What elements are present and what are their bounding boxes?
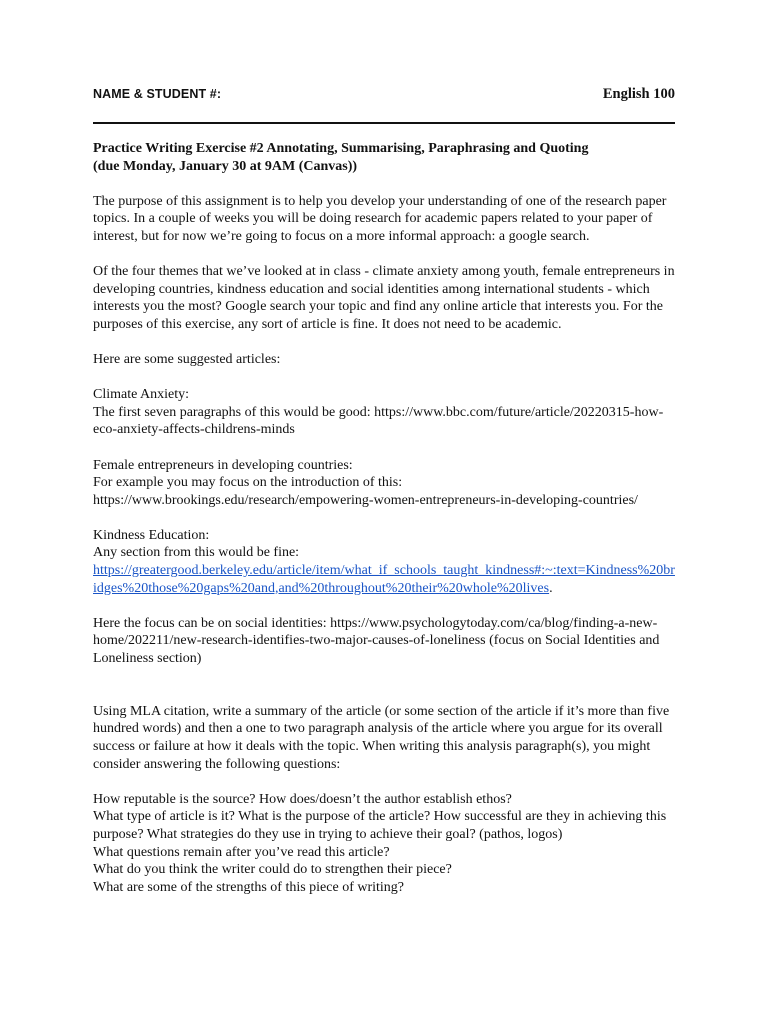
document-header (93, 86, 675, 106)
course-label: English 100 (602, 86, 675, 102)
article-text: For example you may focus on the introduction of this: (93, 475, 403, 491)
article-url: https://www.brookings.edu/research/empowering-women-entrepreneurs-in-developing-countries/ (93, 492, 638, 508)
title-line: Practice Writing Exercise #2 Annotating, Summarising, Paraphrasing and Quoting (93, 141, 589, 156)
name-student-label: NAME & STUDENT #: (93, 87, 222, 101)
question-item: How reputable is the source? How does/doesn’t the author establish ethos? (93, 791, 512, 807)
analysis-questions (93, 791, 675, 897)
document-body (93, 193, 675, 897)
link-period: . (549, 580, 553, 596)
mla-instructions: Using MLA citation, write a summary of the article (or some section of the article if it’s more than five hundred words) and then a one to two paragraph analysis of the article where you argue for its overall success or failure at how it deals with the topic. When writing this analysis paragraph(s), you might consider answering the following questions: (93, 703, 670, 772)
due-date-line: (due Monday, January 30 at 9AM (Canvas)) (93, 158, 358, 174)
article-kindness (93, 527, 675, 597)
header-divider (93, 122, 675, 124)
article-heading: Kindness Education: (93, 527, 210, 543)
article-text: The first seven paragraphs of this would be good: https://www.bbc.com/future/article/20220315-how-eco-anxiety-affects-childrens-minds (93, 404, 664, 438)
assignment-title (93, 140, 675, 175)
article-female-entrepreneurs (93, 457, 675, 510)
suggested-articles-label: Here are some suggested articles: (93, 351, 281, 367)
purpose-paragraph: The purpose of this assignment is to help you develop your understanding of one of the research paper topics. In a couple of weeks you will be doing research for academic papers related to your paper of interest, but for now we’re going to focus on a more informal approach: a google search. (93, 193, 667, 244)
question-item: What are some of the strengths of this piece of writing? (93, 879, 405, 895)
kindness-article-link[interactable]: https://greatergood.berkeley.edu/article/item/what_if_schools_taught_kindness#:~:text=Kindness%20bridges%20those%20gaps%20and,and%20throughout%20their%20whole%20lives (93, 563, 675, 596)
article-climate (93, 386, 675, 439)
article-heading: Climate Anxiety: (93, 387, 190, 403)
article-heading: Female entrepreneurs in developing countries: (93, 457, 353, 473)
article-social-identities: Here the focus can be on social identities: https://www.psychologytoday.com/ca/blog/finding-a-new-home/202211/new-research-identifies-two-major-causes-of-loneliness (focus on Social Identities and Loneliness section) (93, 615, 660, 667)
themes-paragraph: Of the four themes that we’ve looked at in class - climate anxiety among youth, female entrepreneurs in developing countries, kindness education and social identities among international students - which interests you the most? Google search your topic and find any online article that interests you. For the purposes of this exercise, any sort of article is fine. It does not need to be academic. (93, 263, 675, 332)
question-item: What do you think the writer could do to strengthen their piece? (93, 862, 452, 878)
article-text: Any section from this would be fine: (93, 545, 300, 561)
question-item: What questions remain after you’ve read this article? (93, 844, 390, 860)
question-item: What type of article is it? What is the purpose of the article? How successful are they in achieving this purpose? What strategies do they use in trying to achieve their goal? (pathos, logos) (93, 809, 667, 842)
document-page (93, 86, 675, 896)
